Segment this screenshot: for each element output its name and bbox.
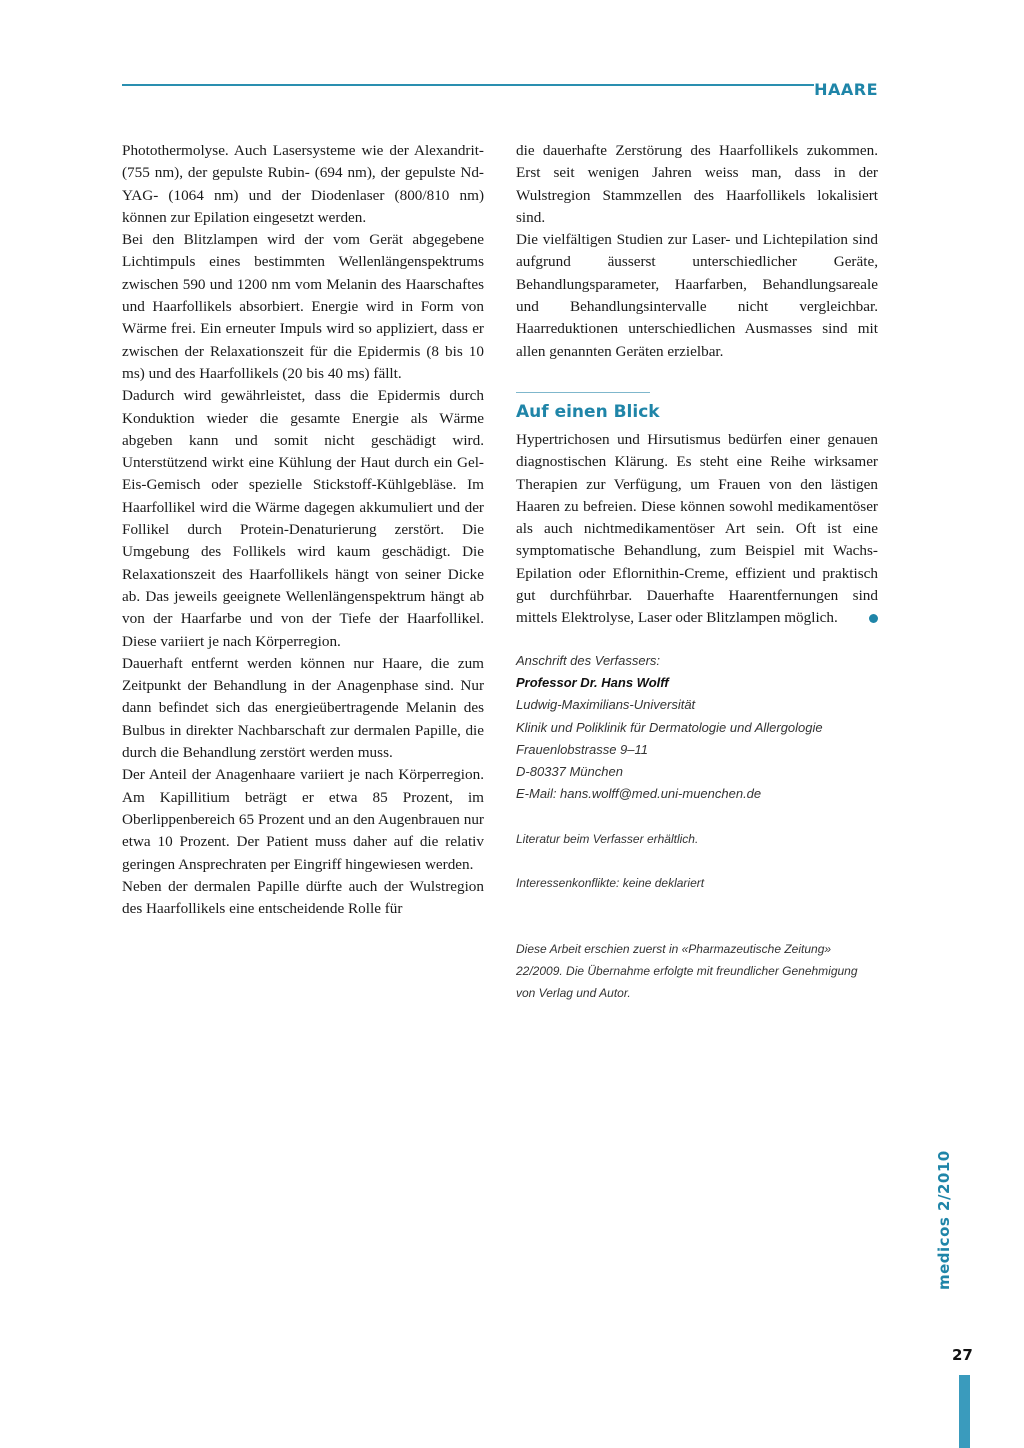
section-label: HAARE [814, 80, 878, 99]
author-clinic: Klinik und Poliklinik für Dermatologie und Allergologie [516, 719, 823, 735]
journal-label: medicos 2/2010 [935, 1150, 953, 1290]
summary-body: Hypertrichosen und Hirsutismus bedürfen einer genauen diagnostischen Klärung. Es steht eine Reihe wirksamer Therapien zur Verfügung, um Frauen von den lästigen Haaren zu befreien. Diese können sowohl medikamentöser als auch nichtmedikamentöser Art sein. Oft ist eine symptomatische Behandlung, zum Beispiel mit Wachs-Epilation oder Eflornithin-Creme, effizient und praktisch gut durchführbar. Dauerhafte Haarentfernungen sind mittels Elektrolyse, Laser oder Blitzlampen möglich. [516, 430, 878, 627]
left-paragraph-1: Photothermolyse. Auch Lasersysteme wie der Alexandrit- (755 nm), der gepulste Rubin- (694 nm), der gepulste Nd-YAG- (1064 nm) und der Diodenlaser (800/810 nm) können zur Epilation eingesetzt werden. [122, 142, 484, 226]
author-address [516, 650, 878, 806]
page-number: 27 [952, 1346, 973, 1364]
left-paragraph-2: Bei den Blitzlampen wird der vom Gerät abgegebene Lichtimpuls eines bestimmten Wellenlängenspektrums zwischen 590 und 1200 nm vom Melanin des Haarschaftes und Haarfollikels absorbiert. Energie wird in Form von Wärme frei. Ein erneuter Impuls wird so appliziert, dass er zwischen der Relaxationszeit für die Epidermis (8 bis 10 ms) und des Haarfollikels (20 bis 40 ms) fällt. [122, 231, 484, 382]
box-rule [516, 392, 650, 393]
left-column [122, 140, 484, 920]
author-name: Professor Dr. Hans Wolff [516, 674, 669, 690]
summary-heading: Auf einen Blick [516, 401, 660, 422]
header-rule [122, 84, 814, 86]
conflict-note: Interessenkonflikte: keine deklariert [516, 875, 705, 890]
end-marker-icon [869, 614, 878, 623]
source-note: Diese Arbeit erschien zuerst in «Pharmazeutische Zeitung» 22/2009. Die Übernahme erfolgte mit freundlicher Genehmigung von Verlag und Autor. [516, 941, 858, 1000]
author-email: E-Mail: hans.wolff@med.uni-muenchen.de [516, 786, 762, 802]
right-column [516, 140, 878, 1004]
author-street: Frauenlobstrasse 9–11 [516, 741, 649, 757]
literature-note: Literatur beim Verfasser erhältlich. [516, 831, 699, 846]
address-label: Anschrift des Verfassers: [516, 652, 661, 668]
side-accent-bar [959, 1375, 970, 1448]
left-paragraph-5: Der Anteil der Anagenhaare variiert je nach Körperregion. Am Kapillitium beträgt er etwa 85 Prozent, im Oberlippenbereich 65 Prozent und an den Augenbrauen nur etwa 10 Prozent. Der Patient muss daher auf die relativ geringen Ansprechraten per Eingriff hingewiesen werden. [122, 766, 484, 873]
summary-text [516, 429, 878, 630]
right-paragraph-2: Die vielfältigen Studien zur Laser- und Lichtepilation sind aufgrund äusserst unterschiedlicher Geräte, Behandlungsparameter, Haarfarben, Behandlungsareale und Behandlungsintervalle nicht vergleichbar. Haarreduktionen unterschiedlichen Ausmasses sind mit allen genannten Geräten erzielbar. [516, 231, 878, 360]
left-paragraph-3: Dadurch wird gewährleistet, dass die Epidermis durch Konduktion wieder die gesamte Energie als Wärme abgeben kann und somit nicht geschädigt wird. Unterstützend wirkt eine Kühlung der Haut durch ein Gel-Eis-Gemisch oder spezielle Stickstoff-Kühlgebläse. Im Haarfollikel wird die Wärme dagegen akkumuliert und der Follikel durch Protein-Denaturierung zerstört. Die Umgebung des Follikels wird kaum geschädigt. Die Relaxationszeit des Haarfollikels hängt von seiner Dicke ab. Das jeweils geeignete Wellenlängenspektrum hängt ab von der Haarfarbe und von der Tiefe der Haarfollikel. Diese variiert je nach Körperregion. [122, 387, 484, 650]
right-paragraph-1: die dauerhafte Zerstörung des Haarfollikels zukommen. Erst seit wenigen Jahren weiss man, dass in der Wulstregion Stammzellen des Haarfollikels lokalisiert sind. [516, 142, 878, 226]
author-city: D-80337 München [516, 764, 623, 780]
left-paragraph-6: Neben der dermalen Papille dürfte auch der Wulstregion des Haarfollikels eine entscheidende Rolle für [122, 877, 484, 918]
author-university: Ludwig-Maximilians-Universität [516, 697, 696, 713]
left-paragraph-4: Dauerhaft entfernt werden können nur Haare, die zum Zeitpunkt der Behandlung in der Anagenphase sind. Nur dann befindet sich das energieübertragende Melanin des Bulbus in direkter Nachbarschaft zur dermalen Papille, die durch die Behandlung zerstört werden muss. [122, 654, 484, 762]
